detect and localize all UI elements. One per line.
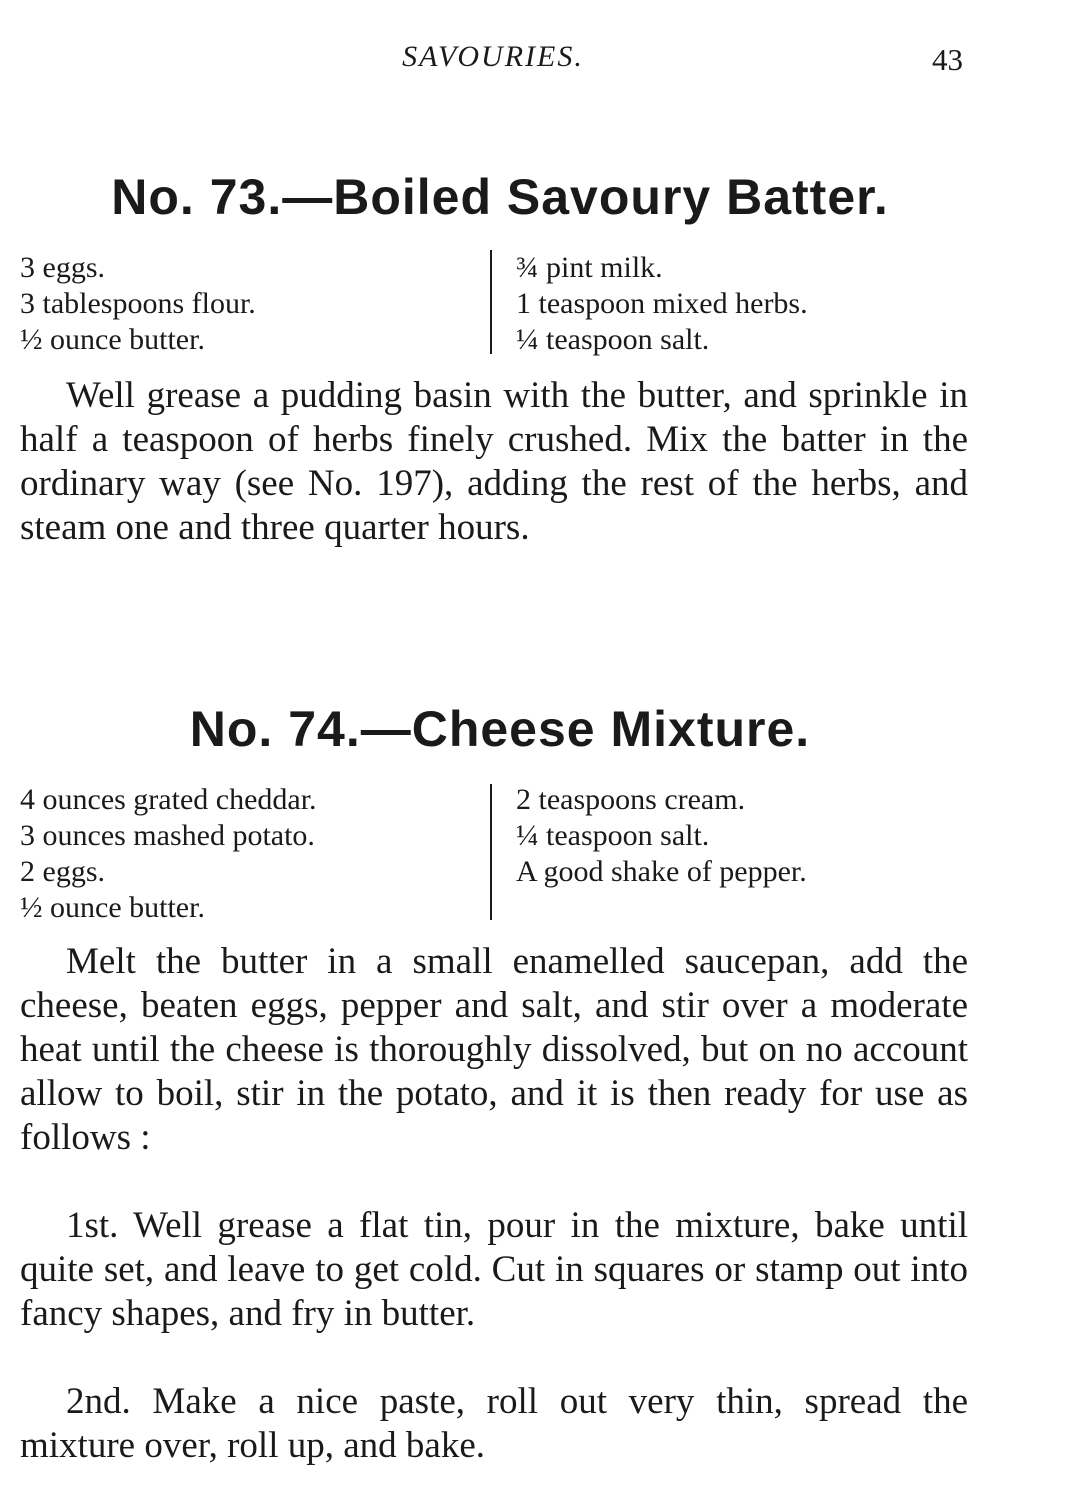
ingredients-left-74 xyxy=(20,782,317,926)
ingredient-item: 2 teaspoons cream. xyxy=(516,783,746,816)
running-header xyxy=(0,40,1076,80)
ingredient-item: ¼ teaspoon salt. xyxy=(516,323,710,356)
ingredient-divider-74 xyxy=(490,784,492,920)
ingredient-item: 1 teaspoon mixed herbs. xyxy=(516,287,808,320)
ingredient-item: 3 tablespoons flour. xyxy=(20,287,256,320)
ingredient-item: 3 ounces mashed potato. xyxy=(20,819,315,852)
ingredient-divider-73 xyxy=(490,250,492,354)
ingredients-right-74 xyxy=(516,782,807,890)
ingredient-item: ½ ounce butter. xyxy=(20,891,205,924)
recipe-title-74: No. 74.—Cheese Mixture. xyxy=(189,701,811,757)
page-number: 43 xyxy=(932,42,963,77)
method-74-step-2: 2nd. Make a nice paste, roll out very thin, spread the mixture over, roll up, and bake. xyxy=(20,1381,968,1466)
recipe-title-73: No. 73.—Boiled Savoury Batter. xyxy=(111,169,889,225)
ingredient-item: ½ ounce butter. xyxy=(20,323,205,356)
method-74: Melt the butter in a small enamelled saucepan, add the cheese, beaten eggs, pepper and salt, and stir over a moderate heat until the cheese is thoroughly dissolved, but on no account allow to boil, stir in the potato, and it is then ready for use as follows : xyxy=(20,941,968,1158)
ingredients-right-73 xyxy=(516,250,808,358)
ingredient-item: 2 eggs. xyxy=(20,855,105,888)
ingredients-left-73 xyxy=(20,250,256,358)
ingredient-item: ¼ teaspoon salt. xyxy=(516,819,710,852)
ingredient-item: 4 ounces grated cheddar. xyxy=(20,783,317,816)
running-title: SAVOURIES. xyxy=(402,40,584,73)
method-74-step-1: 1st. Well grease a flat tin, pour in the mixture, bake until quite set, and leave to get cold. Cut in squares or stamp out into fancy shapes, and fry in butter. xyxy=(20,1205,968,1334)
ingredient-item: ¾ pint milk. xyxy=(516,251,663,284)
method-73: Well grease a pudding basin with the butter, and sprinkle in half a teaspoon of herbs finely crushed. Mix the batter in the ordinary way (see No. 197), adding the rest of the herbs, and steam one and three quarter hours. xyxy=(20,375,968,548)
ingredient-item: 3 eggs. xyxy=(20,251,105,284)
ingredient-item: A good shake of pepper. xyxy=(516,855,807,888)
